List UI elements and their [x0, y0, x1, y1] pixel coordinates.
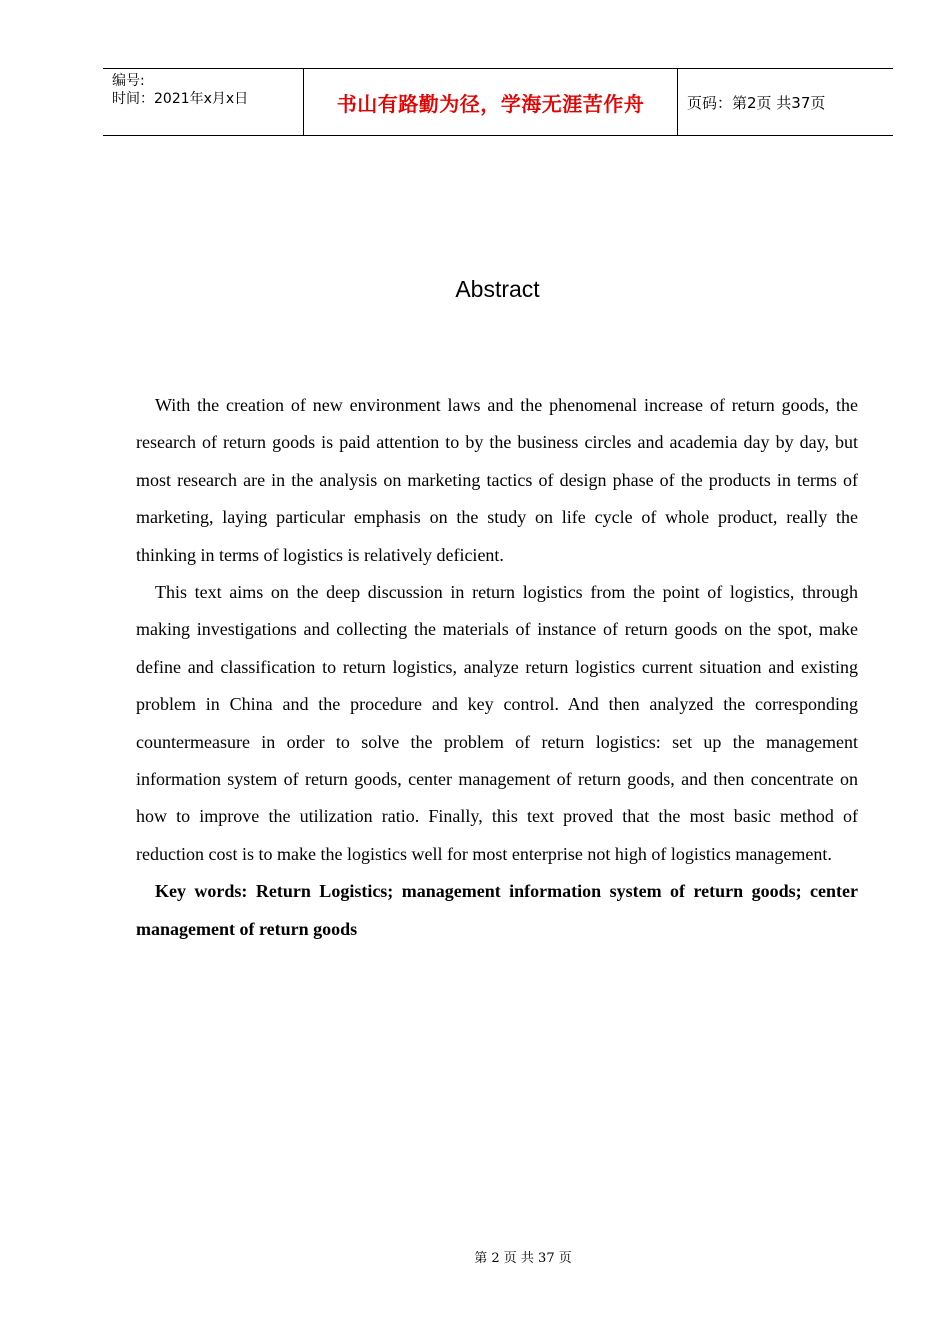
- header-meta: [103, 69, 304, 135]
- page-footer: 第 2 页 共 37 页: [474, 1251, 572, 1266]
- page-info-text: 页码：第2页 共37页: [687, 93, 826, 112]
- date-label: 时间：2021年x月x日: [112, 91, 249, 107]
- page-title: Abstract: [455, 276, 540, 302]
- paragraph: With the creation of new environment laws and the phenomenal increase of return goods, the research of return goods is paid attention to by the business circles and academia day by day, but most research are in the analysis on marketing tactics of design phase of the products in terms of marketing, laying particular emphasis on the study on life cycle of whole product, really the thinking in terms of logistics is relatively deficient.: [136, 395, 858, 565]
- serial-label: 编号:: [112, 73, 145, 89]
- abstract-body: [136, 387, 858, 948]
- header-page-info: [678, 69, 893, 135]
- motto-text: 书山有路勤为径，学海无涯苦作舟: [336, 91, 645, 116]
- paragraph: This text aims on the deep discussion in return logistics from the point of logistics, through making investigations and collecting the materials of instance of return goods on the spot, make define and classification to return logistics, analyze return logistics current situation and existing problem in China and the procedure and key control. And then analyzed the corresponding countermeasure in order to solve the problem of return logistics: set up the management information system of return goods, center management of return goods, and then concentrate on how to improve the utilization ratio. Finally, this text proved that the most basic method of reduction cost is to make the logistics well for most enterprise not high of logistics management.: [136, 582, 858, 864]
- keywords: Key words: Return Logistics; management information system of return goods; center management of return goods: [136, 881, 858, 939]
- page-header: [103, 68, 893, 136]
- header-motto: [304, 69, 678, 135]
